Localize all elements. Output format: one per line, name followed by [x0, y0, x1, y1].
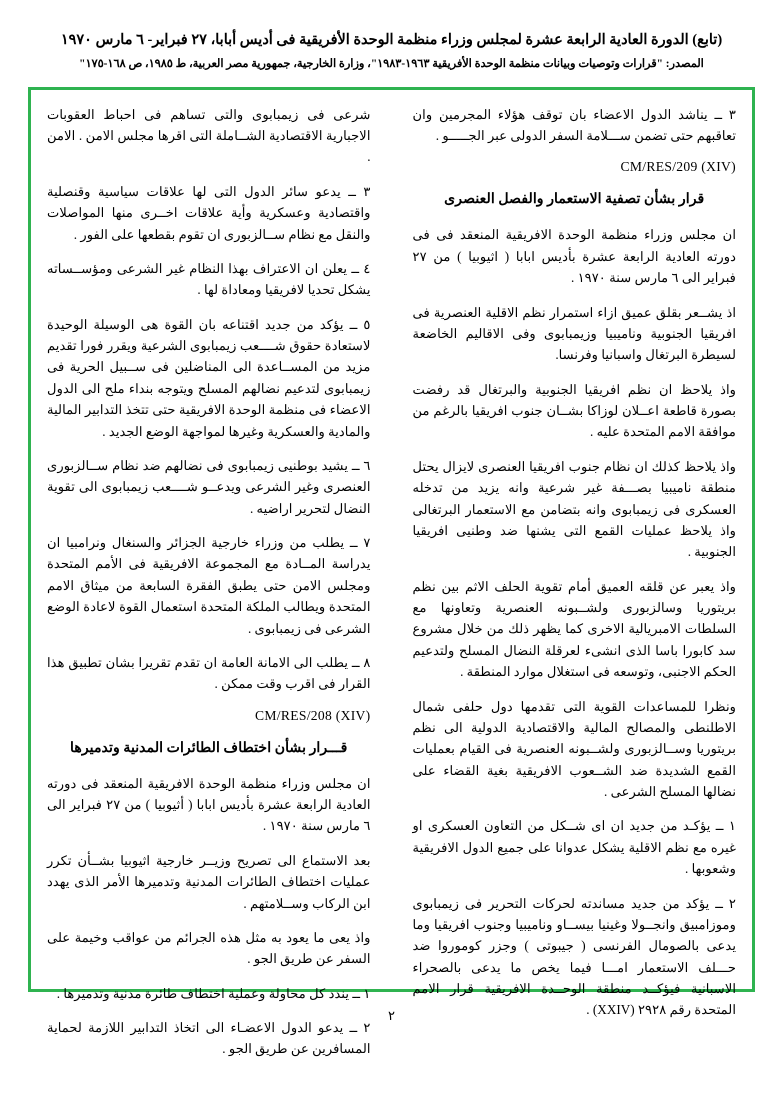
- paragraph: ٣ ــ يناشد الدول الاعضاء بان توقف هؤلاء المجرمين وان تعاقبهم حتى تضمن ســـلامة السفر الدولى عبر الجـــــو .: [412, 106, 736, 144]
- resolution-title: قرار بشأن تصفية الاستعمار والفصل العنصرى: [444, 191, 705, 208]
- resolution-code: CM/RES/208 (XIV): [255, 707, 371, 723]
- page-source-note: المصدر: "قرارات وتوصيات وبيانات منظمة الوحدة الأفريقية ١٩٦٣-١٩٨٣"، وزارة الخارجية، جمهورية مصر العربية، ط ١٩٨٥، ص ١٦٨-١٧٥": [79, 57, 704, 70]
- paragraph: ٣ ــ يدعو سائر الدول التى لها علاقات سياسية وقنصلية واقتصادية وعسكرية وأية علاقات اخــرى منها المواصلات والنقل مع نظام ســالزبورى ان تقوم بقطعها على الفور .: [47, 183, 371, 242]
- paragraph: ١ ــ يؤكـد من جديد ان اى شــكل من التعاون العسكرى او غيره مع نظم الاقلية يشكل عدوانا على جميع الدول الافريقية وشعوبها .: [412, 818, 736, 877]
- paragraph: بعد الاستماع الى تصريح وزيــر خارجية اثيوبيا بشــأن تكرر عمليات اختطاف الطائرات المدنية وتدميرها الأمر الذى يهدد ابن الركاب وســلامتهم .: [47, 852, 371, 911]
- paragraph: ٢ ــ يدعو الدول الاعضـاء الى اتخاذ التدابير اللازمة لحماية المسافرين عن طريق الجو .: [47, 1020, 371, 1057]
- paragraph: ٨ ــ يطلب الى الامانة العامة ان تقدم تقريرا بشان تطبيق هذا القرار فى اقرب وقت ممكن .: [47, 654, 371, 692]
- paragraph: ان مجلس وزراء منظمة الوحدة الافريقية المنعقد فى دورته العادية الرابعة عشرة بأديس ابابا ( أثيوبيا ) من ٢٧ فبراير الى ٦ مارس سنة ١٩٧٠ .: [47, 775, 371, 834]
- paragraph: واذ يعى ما يعود به مثل هذه الجرائم من عواقب وخيمة على السفر عن طريق الجو .: [47, 929, 371, 967]
- paragraph: واذ يلاحظ كذلك ان نظام جنوب افريقيا العنصرى لايزال يحتل منطقة ناميبيا بصـــفة غير شرعية وانه يزيد من تدخله العسكرى فى زيمبابوى وانه بتضامن مع الاستعمار البرتغالى واذ يلاحظ عمليات القمع التى يشنها ضد وطنيى افريقيا الجنوبية .: [412, 458, 736, 560]
- paragraph: ٤ ــ يعلن ان الاعتراف بهذا النظام غير الشرعى ومؤســساته يشكل تحديا لافريقيا ومعاداة لها .: [47, 260, 371, 298]
- resolution-code: CM/RES/209 (XIV): [620, 159, 736, 175]
- resolution-title: قـــرار بشأن اختطاف الطائرات المدنية وتدميرها: [70, 739, 348, 756]
- paragraph: ٢ ــ يؤكد من جديد مساندته لحركات التحرير فى زيمبابوى وموزامبيق وانجــولا وغينيا بيســاو وناميبيا وجنوب افريقيا وما يدعى بالصومال الفرنسى ( جيبوتى ) وجزر كوموروا ضد حـــلف الاستعمار امـــا فيما يخص ما يدعى بالصحراء الاسبانية فيؤكــد منطقة الوحــدة الافريقية قرار الامم المتحدة رقم ٢٩٢٨ (XXIV) .: [412, 895, 736, 1018]
- column-left: [47, 104, 377, 1057]
- page-number: ٢: [388, 1007, 395, 1023]
- paragraph: اذ يشــعر بقلق عميق ازاء استمرار نظم الاقلية العنصرية فى افريقيا الجنوبية وناميبيا وزيمبابوى وفى الاقاليم الخاضعة لسيطرة البرتغال واسبانيا وفرنسا.: [412, 304, 736, 363]
- paragraph: ٧ ــ يطلب من وزراء خارجية الجزائر والسنغال ونرامبيا ان يدراسة المــادة مع المجموعة الافريقية فى الأمم المتحدة ومجلس الامن حتى يطبق الفقرة السابعة من ميثاق الامم المتحدة ويطالب الملكة المتحدة استعمال القوة لاعادة الوضع الشرعى فى زيمبابوى .: [47, 535, 371, 636]
- two-column-body: [47, 104, 736, 1057]
- paragraph: ٥ ــ يؤكد من جديد اقتناعه بان القوة هى الوسيلة الوحيدة لاستعادة حقوق شــــعب زيمبابوى الشرعية ويقرر فورا تقديم مزيد من المســاعدة الى المناضلين فى ســبيل الحرية فى زيمبابوى لتدعيم نضالهم المسلح ويتوجه بنداء ملح الى الدول الاعضاء فى منظمة الوحدة الافريقية حتى تتخذ التدابير المالية والمادية والعسكرية وغيرها لمواجهة الوضع الجديد .: [47, 316, 371, 439]
- page-title: (تابع) الدورة العادية الرابعة عشرة لمجلس وزراء منظمة الوحدة الأفريقية فى أديس أبابا، ٢٧ فبراير- ٦ مارس ١٩٧٠: [60, 32, 723, 48]
- paragraph: ٦ ــ يشيد بوطنيى زيمبابوى فى نضالهم ضد نظام ســالزبورى العنصرى وغير الشرعى ويدعــو شــــعب زيمبابوى الى تقوية النضال لتحرير اراضيه .: [47, 457, 371, 516]
- paragraph: ونظرا للمساعدات القوية التى تقدمها دول حلفى شمال الاطلنطى والمصالح المالية والاقتصادية الدولية الى نظم بريتوريا وســالزبورى ولشــبونه العنصرية فى القيام بعمليات القمع الشديدة ضد الشــعوب الافريقية بغية القضاء على نضالها المسلح الشرعى .: [412, 698, 736, 800]
- paragraph: ان مجلس وزراء منظمة الوحدة الافريقية المنعقد فى فى دورته العادية الرابعة عشرة بأديس ابابا ( اثيوبيا ) من ٢٧ فبراير الى ٦ مارس سنة ١٩٧٠ .: [412, 227, 736, 286]
- page-header: [20, 30, 763, 73]
- paragraph: واذ يلاحظ ان نظم افريقيا الجنوبية والبرتغال قد رفضت بصورة قاطعة اعــلان لوزاكا بشــان جنوب افريقيا بالرغم من موافقة الامم المتحدة عليه .: [412, 381, 736, 440]
- column-right: [407, 104, 737, 1018]
- paragraph: شرعى فى زيمبابوى والتى تساهم فى احباط العقوبات الاجبارية الاقتصادية الشــاملة التى اقرها مجلس الامن . الامن .: [47, 106, 371, 165]
- content-frame: [28, 87, 755, 1057]
- paragraph: ١ ــ يندد كل محاولة وعملية اختطاف طائرة مدنية وتدميرها .: [56, 985, 371, 1001]
- paragraph: واذ يعبر عن قلقه العميق أمام تقوية الحلف الاثم بين نظم بريتوريا وسالزبورى ولشــبونه العنصرية وتعاونها مع السلطات الامبريالية الاخرى كما يظهر ذلك من خلال مشروع سد كابورا باسا الذى انشىء لعرقلة النضال المسلح ولتدعيم الحكم الاجنبى، وتوسعه فى استغلال موارد المنطقة .: [412, 578, 736, 680]
